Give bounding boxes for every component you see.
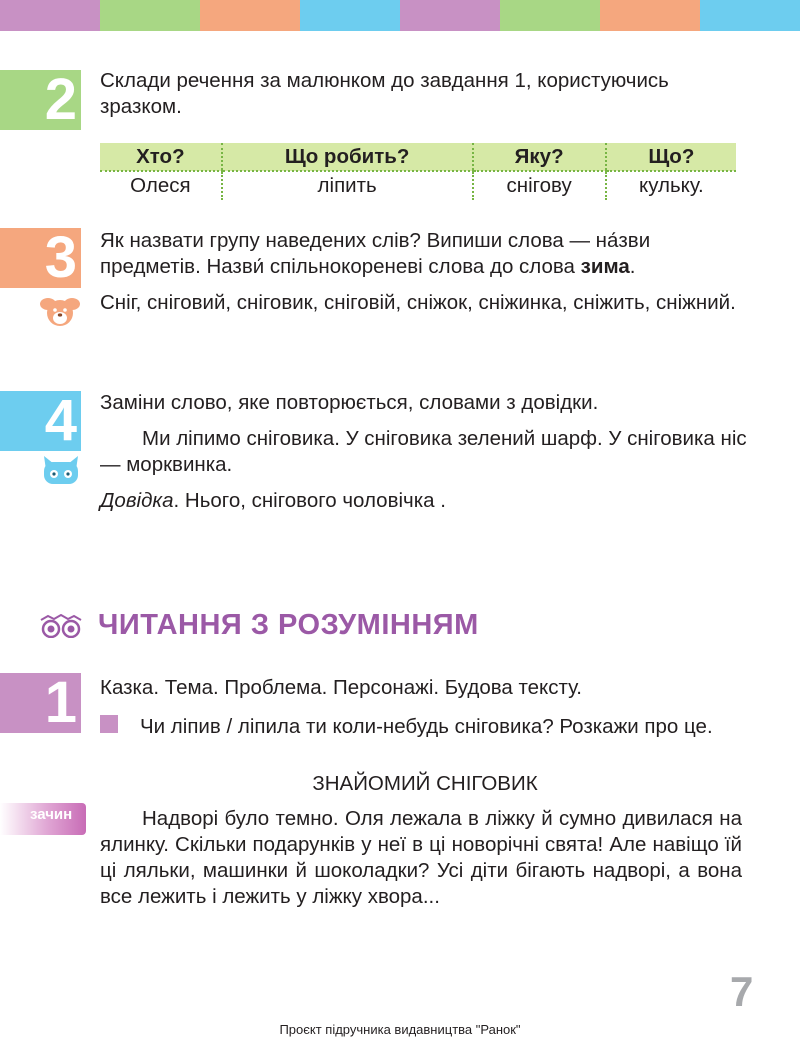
page-number: 7 (730, 968, 754, 1015)
table-header: Що робить? (222, 143, 473, 171)
reading-question (140, 714, 740, 740)
color-segment (500, 0, 600, 31)
section-title-text: ЧИТАННЯ З РОЗУМІННЯМ (98, 609, 479, 641)
color-segment (100, 0, 200, 31)
table-header: Хто? (100, 143, 222, 171)
task-3-number: 3 (0, 228, 81, 288)
hint-label: Довідка (100, 489, 174, 512)
task-2-instruction: Склади речення за малюнком до завдання 1, користуючись зразком. (100, 69, 669, 118)
table-cell: ліпить (222, 171, 473, 200)
task-4-hint (100, 488, 750, 514)
sample-table (100, 143, 736, 200)
task-4-number: 4 (0, 391, 81, 451)
task-3-instruction-start: Як назвати групу наведених слів? Випиши слова — на́зви предметів. Назви́ спільнокореневі слова до слова (100, 229, 651, 278)
sample-table-header-row (100, 143, 736, 171)
keyword: зима (580, 255, 630, 278)
table-cell: снігову (473, 171, 606, 200)
table-header: Яку? (473, 143, 606, 171)
color-segment (0, 0, 100, 31)
task-4-instruction: Заміни слово, яке повторюється, словами з довідки. (100, 391, 599, 414)
zachin-label (0, 803, 86, 835)
color-segment (300, 0, 400, 31)
story-title: ЗНАЙОМИЙ СНІГОВИК (312, 772, 538, 795)
table-cell: кульку. (606, 171, 736, 200)
task-2-text (100, 68, 750, 120)
color-segment (200, 0, 300, 31)
reading-topics-text: Казка. Тема. Проблема. Персонажі. Будова тексту. (100, 676, 583, 699)
color-segment (600, 0, 700, 31)
task-3-words: Сніг, сніговий, сніговик, сніговій, сніжок, сніжинка, сніжить, сніжний. (100, 291, 736, 314)
section-title (38, 609, 479, 642)
zachin-label-text: зачин (30, 806, 73, 823)
color-segment (400, 0, 500, 31)
table-header: Що? (606, 143, 736, 171)
hint-text: . Нього, снігового чоловічка . (173, 489, 446, 512)
table-cell: Олеся (130, 174, 191, 197)
task-3-instruction (100, 228, 750, 280)
task-2-number: 2 (0, 70, 81, 130)
story-paragraph: Надворі було темно. Оля лежала в ліжку й сумно дивилася на ялинку. Скільки подарунків у неї в ці новорічні свята! Але навіщо їй ці ляльки, машинки й шоколадки? Усі діти бігають надворі, а вона все лежить і лежить у ліжку хвора... (100, 807, 742, 908)
top-color-bar (0, 0, 800, 31)
question-bullet (100, 715, 118, 733)
reading-question-text: Чи ліпив / ліпила ти коли-небудь сніговика? Розкажи про це. (140, 715, 713, 738)
task-4-example: Ми ліпимо сніговика. У сніговика зелений шарф. У сніговика ніс — морквинка. (100, 427, 747, 476)
task-4-text (100, 390, 750, 514)
dog-face-icon (40, 296, 80, 328)
task-3-text (100, 228, 750, 316)
color-segment (700, 0, 800, 31)
footer-text: Проєкт підручника видавництва "Ранок" (279, 1022, 521, 1037)
reading-task-1-number: 1 (0, 673, 81, 733)
cat-face-icon (42, 454, 80, 486)
story-body (100, 806, 742, 910)
owl-eyes-icon (38, 614, 84, 638)
reading-topics (100, 675, 750, 701)
task-3-instruction-end: . (629, 255, 636, 278)
table-row (100, 171, 736, 200)
